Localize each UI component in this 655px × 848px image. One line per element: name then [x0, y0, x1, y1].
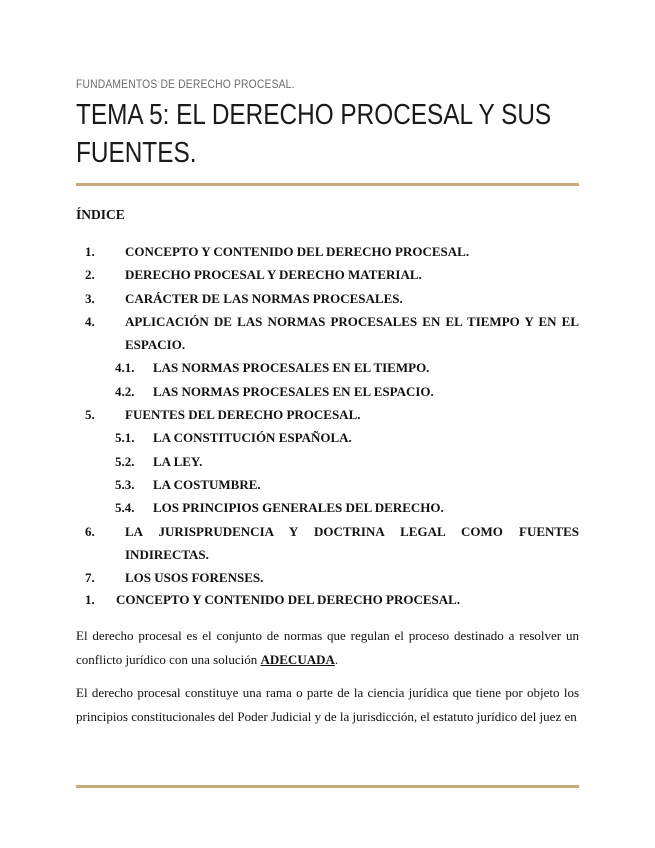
toc-item-label: LOS USOS FORENSES. — [125, 570, 264, 586]
toc-subitem-label: LA COSTUMBRE. — [153, 476, 261, 492]
section-number: 1. — [85, 592, 95, 607]
toc-item-label: APLICACIÓN DE LAS NORMAS PROCESALES EN EL TIEMPO Y EN EL ESPACIO. — [125, 313, 579, 353]
section-heading — [85, 592, 579, 608]
toc-subitem-number: 5.3. — [115, 476, 135, 492]
emphasized-word: ADECUADA — [260, 652, 335, 667]
toc-item — [76, 310, 579, 357]
toc-subitem-number: 5.1. — [115, 430, 135, 446]
paragraph — [76, 624, 579, 672]
toc-item — [76, 403, 579, 426]
toc-subitem — [76, 380, 579, 403]
toc-item-label: CARÁCTER DE LAS NORMAS PROCESALES. — [125, 290, 403, 306]
index-heading: ÍNDICE — [76, 207, 125, 222]
toc-item-number: 1. — [85, 244, 95, 259]
toc-item-number: 6. — [85, 523, 95, 539]
title-divider — [76, 183, 579, 186]
toc-item-label: CONCEPTO Y CONTENIDO DEL DERECHO PROCESAL. — [125, 244, 470, 259]
toc-item-number: 3. — [85, 290, 95, 306]
toc-subitem — [76, 426, 579, 449]
toc-subitem — [76, 356, 579, 379]
toc-item-number: 7. — [85, 570, 95, 586]
toc-item-number: 2. — [85, 267, 95, 283]
toc-subitem-number: 5.2. — [115, 453, 135, 469]
toc-subitem-label: LAS NORMAS PROCESALES EN EL ESPACIO. — [153, 383, 434, 399]
toc-subitem-number: 4.1. — [115, 360, 135, 376]
toc-item-label: LA JURISPRUDENCIA Y DOCTRINA LEGAL COMO FUENTES INDIRECTAS. — [125, 523, 579, 562]
toc-subitem-label: LOS PRINCIPIOS GENERALES DEL DERECHO. — [153, 500, 444, 516]
toc-subitem-label: LA CONSTITUCIÓN ESPAÑOLA. — [153, 430, 352, 446]
toc-item — [76, 287, 579, 310]
toc-subitem — [76, 473, 579, 496]
toc-item-label: DERECHO PROCESAL Y DERECHO MATERIAL. — [125, 267, 422, 283]
paragraph: El derecho procesal constituye una rama o parte de la ciencia jurídica que tiene por objeto los principios constitucionales del Poder Judicial y de la jurisdicción, el estatuto jurídico del juez en — [76, 685, 579, 724]
toc-subitem-number: 4.2. — [115, 383, 135, 399]
toc-subitem-label: LA LEY. — [153, 453, 203, 469]
toc-subitem — [76, 496, 579, 519]
table-of-contents — [76, 240, 579, 589]
toc-subitem-number: 5.4. — [115, 500, 135, 516]
toc-item-number: 5. — [85, 407, 95, 423]
paragraph-text: . — [334, 652, 339, 667]
toc-subitem-label: LAS NORMAS PROCESALES EN EL TIEMPO. — [153, 360, 430, 376]
toc-item — [76, 566, 579, 589]
toc-subitem — [76, 450, 579, 473]
toc-item — [76, 240, 579, 263]
document-supertitle: FUNDAMENTOS DE DERECHO PROCESAL. — [76, 77, 295, 91]
toc-item-number: 4. — [85, 313, 95, 329]
paragraph-text: El derecho procesal es el conjunto de normas que regulan el proceso destinado a resolver un conflicto jurídico con una solución — [76, 628, 579, 667]
document-title: TEMA 5: EL DERECHO PROCESAL Y SUS FUENTES. — [76, 99, 552, 169]
section-title: CONCEPTO Y CONTENIDO DEL DERECHO PROCESAL. — [116, 592, 461, 607]
toc-item — [76, 520, 579, 567]
toc-item — [76, 263, 579, 286]
toc-item-label: FUENTES DEL DERECHO PROCESAL. — [125, 407, 361, 423]
footer-divider — [76, 785, 579, 788]
